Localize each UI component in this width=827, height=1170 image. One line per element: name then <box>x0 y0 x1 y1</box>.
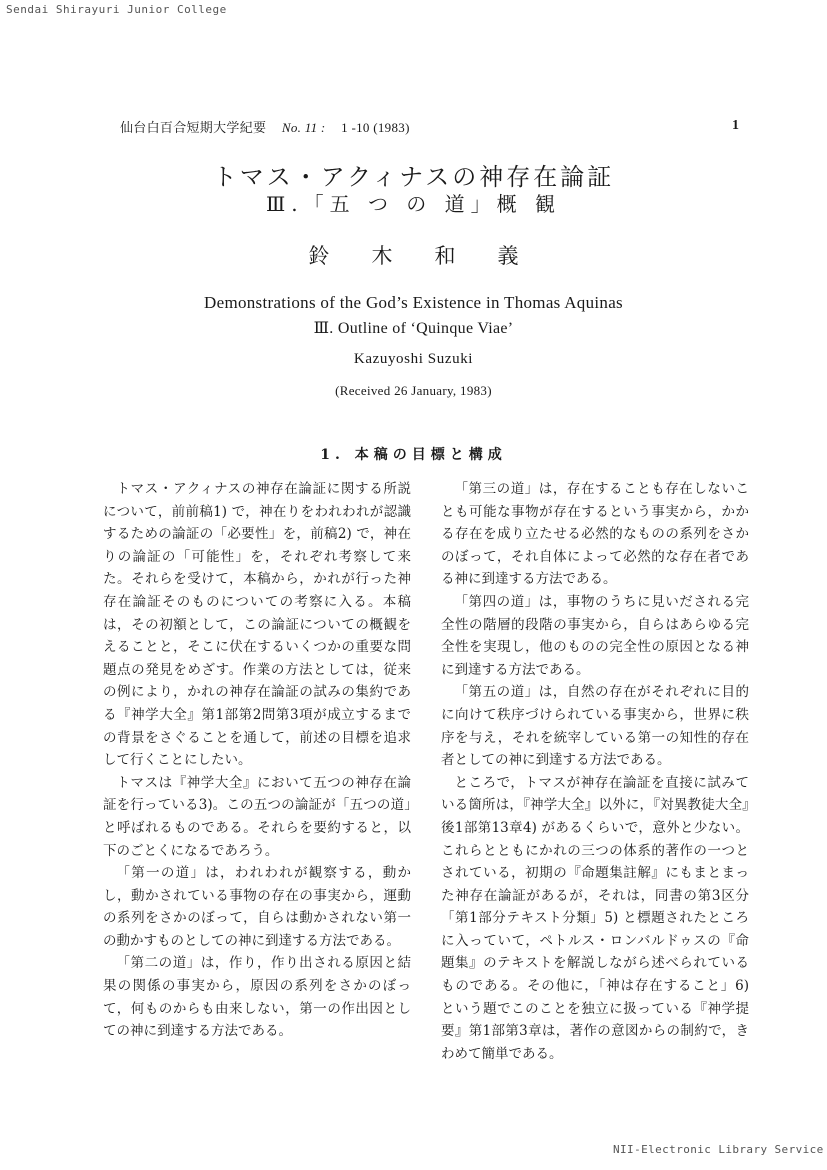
english-author: Kazuyoshi Suzuki <box>353 351 474 367</box>
paragraph: 「第一の道」は，われわれが観察する，動かし，動かされている事物の存在の事実から，運動の系列をさかのぼって，自らは動かされない第一の動かすものとしての神に到達する方法である。 <box>103 865 411 949</box>
japanese-subtitle: Ⅲ.「五 つ の 道」概 観 <box>265 192 562 216</box>
paragraph: トマス・アクィナスの神存在論証に関する所説について，前前稿1) で，神在りをわれわれが認識するための論証の「必要性」を，前稿2) で，神在りの論証の「可能性」を，それぞれ考察して来た。それらを受けて，本稿から，かれが行った神存在論証そのものについての考察に入る。本稿は，その初額として，この論証についての概観をえることと，そこに伏在するいくつかの重要な問題点の発見をめざす。作業の方法としては，従来の例により，かれの神存在論証の試みの集約である『神学大全』第1部第2問第3項が成立するまでの背景をさぐることを通して，前述の目標を追求して行くことにしたい。 <box>103 481 411 769</box>
english-subtitle: Ⅲ. Outline of ‘Quinque Viae’ <box>313 320 514 337</box>
japanese-author: 鈴木和義 <box>308 244 561 268</box>
journal-volume: No. 11 : <box>281 120 326 135</box>
journal-pages: 1 -10 (1983) <box>341 120 410 135</box>
paragraph: ところで，トマスが神存在論証を直接に試みている箇所は，『神学大全』以外に，『対異教徒大全』後1部第13章4) があるくらいで，意外と少ない。これらとともにかれの三つの体系的著作の一つとされている，初期の『命題集註解』にもまとまった神存在論証があるが，それは，同書の第3区分「第1部分テキスト分類」5) と標題されたところに入っていて，ペトルス・ロンバルドゥスの『命題集』のテキストを解説しながら述べられているものである。その他に，「神は存在すること」6) という題でこのことを独立に扱っている『神学提要』第1部第3章は，著作の意図からの制約で，きわめて簡単である。 <box>441 774 749 1062</box>
japanese-title: トマス・アクィナスの神存在論証 <box>212 163 615 191</box>
watermark-top: Sendai Shirayuri Junior College <box>6 3 227 16</box>
body-column-right <box>441 478 749 1065</box>
paragraph: トマスは『神学大全』において五つの神存在論証を行っている3)。この五つの論証が「五つの道」と呼ばれるものである。それらを要約すると，以下のごとくになるであろう。 <box>103 774 411 859</box>
watermark-bottom: NII-Electronic Library Service <box>613 1143 824 1156</box>
paragraph: 「第五の道」は，自然の存在がそれぞれに目的に向けて秩序づけられている事実から，世界に秩序を与え，それを統宰している第一の知性的存在者としての神に到達する方法である。 <box>441 684 749 769</box>
journal-citation <box>120 117 410 136</box>
section-heading: 1. 本稿の目標と構成 <box>320 447 507 463</box>
english-title: Demonstrations of the God’s Existence in Thomas Aquinas <box>204 293 623 312</box>
paragraph: 「第三の道」は，存在することも存在しないことも可能な事物が存在するという事実から，かかる存在を成り立たせる必然的なものの系列をさかのぼって，それ自体によって必然的な存在者である神に到達する方法である。 <box>441 481 749 588</box>
received-date: (Received 26 January, 1983) <box>335 383 492 398</box>
journal-name: 仙台白百合短期大学紀要 <box>120 120 267 135</box>
paragraph: 「第二の道」は，作り，作り出される原因と結果の関係の事実から，原因の系列をさかのぼって，何ものからも由来しない，第一の作出因としての神に到達する方法である。 <box>103 955 411 1040</box>
page-number: 1 <box>732 118 739 133</box>
body-column-left <box>103 478 411 1043</box>
paragraph: 「第四の道」は，事物のうちに見いだされる完全性の階層的段階の事実から，自らはあらゆる完全性を実現し，他のものの完全性の原因となる神に到達する方法である。 <box>441 593 749 678</box>
